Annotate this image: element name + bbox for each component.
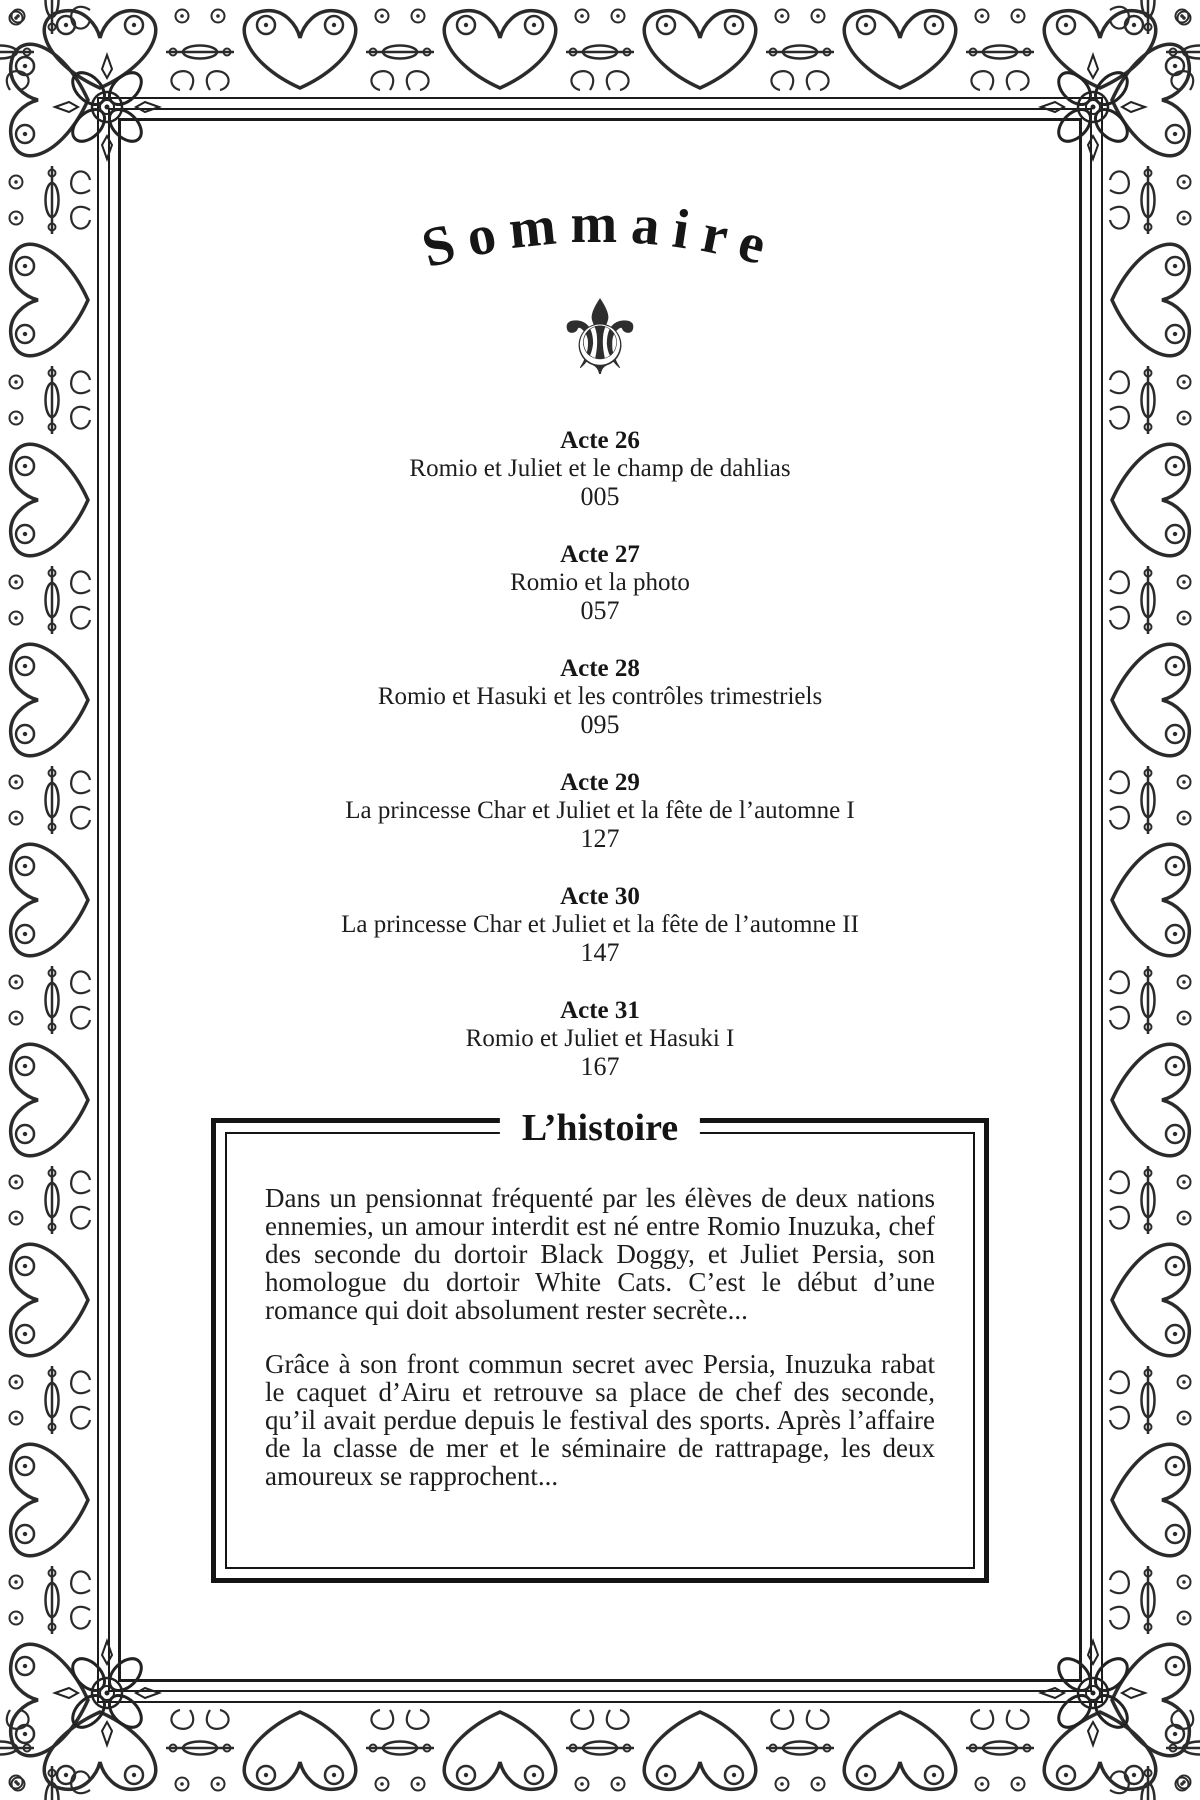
story-box bbox=[211, 1107, 989, 1583]
toc-entry-page: 167 bbox=[580, 1052, 620, 1081]
toc-entry-act: Acte 27 bbox=[560, 541, 640, 568]
toc-entry-act: Acte 30 bbox=[560, 883, 640, 910]
border-pattern-top bbox=[0, 0, 1200, 96]
toc-entry-title: La princesse Char et Juliet et la fête de l’automne II bbox=[341, 911, 859, 938]
toc-entry bbox=[0, 997, 1200, 1081]
toc-entry bbox=[0, 541, 1200, 625]
toc-entry-act: Acte 31 bbox=[560, 997, 640, 1024]
corner-rosette-icon bbox=[1037, 51, 1149, 163]
toc-entry-page: 057 bbox=[580, 596, 620, 625]
toc-entry-page: 005 bbox=[580, 482, 620, 511]
toc-entry-title: La princesse Char et Juliet et la fête de l’automne I bbox=[345, 797, 855, 824]
page-title-text: Sommaire bbox=[415, 192, 785, 281]
corner-rosette-icon bbox=[51, 51, 163, 163]
toc-entry-title: Romio et la photo bbox=[510, 569, 690, 596]
toc-entry-title: Romio et Hasuki et les contrôles trimestriels bbox=[377, 683, 823, 710]
story-text-area bbox=[225, 1132, 975, 1569]
toc-entry-act: Acte 28 bbox=[560, 655, 640, 682]
toc-entry-page: 127 bbox=[580, 824, 620, 853]
corner-rosette-icon bbox=[1037, 1637, 1149, 1749]
table-of-contents bbox=[0, 427, 1200, 1111]
fleur-de-lis-icon: ⚜ bbox=[553, 277, 647, 399]
toc-entry-page: 147 bbox=[580, 938, 620, 967]
corner-rosette-icon bbox=[51, 1637, 163, 1749]
toc-entry-act: Acte 29 bbox=[560, 769, 640, 796]
toc-entry-act: Acte 26 bbox=[560, 427, 640, 454]
story-heading: L’histoire bbox=[500, 1106, 700, 1150]
toc-entry-title: Romio et Juliet et le champ de dahlias bbox=[409, 455, 791, 482]
toc-entry-page: 095 bbox=[580, 710, 620, 739]
story-paragraph: Grâce à son front commun secret avec Persia, Inuzuka rabat le caquet d’Airu et retrouve sa place de chef des seconde, qu’il avait perdue depuis le festival des sports. Après l’affaire de la classe de mer et le séminaire de rattrapage, les deux amoureux se rapprochent... bbox=[265, 1349, 935, 1491]
toc-entry bbox=[0, 655, 1200, 739]
toc-entry-title: Romio et Juliet et Hasuki I bbox=[465, 1025, 735, 1052]
toc-entry bbox=[0, 769, 1200, 853]
toc-entry bbox=[0, 427, 1200, 511]
toc-entry bbox=[0, 883, 1200, 967]
border-pattern-bottom bbox=[0, 1704, 1200, 1800]
story-paragraph: Dans un pensionnat fréquenté par les élèves de deux nations ennemies, un amour interdit est né entre Romio Inuzuka, chef des seconde du dortoir Black Doggy, et Juliet Persia, son homologue du dortoir White Cats. C’est le début d’une romance qui doit absolument rester secrète... bbox=[265, 1183, 935, 1325]
svg-text:Sommaire bbox=[416, 193, 785, 280]
